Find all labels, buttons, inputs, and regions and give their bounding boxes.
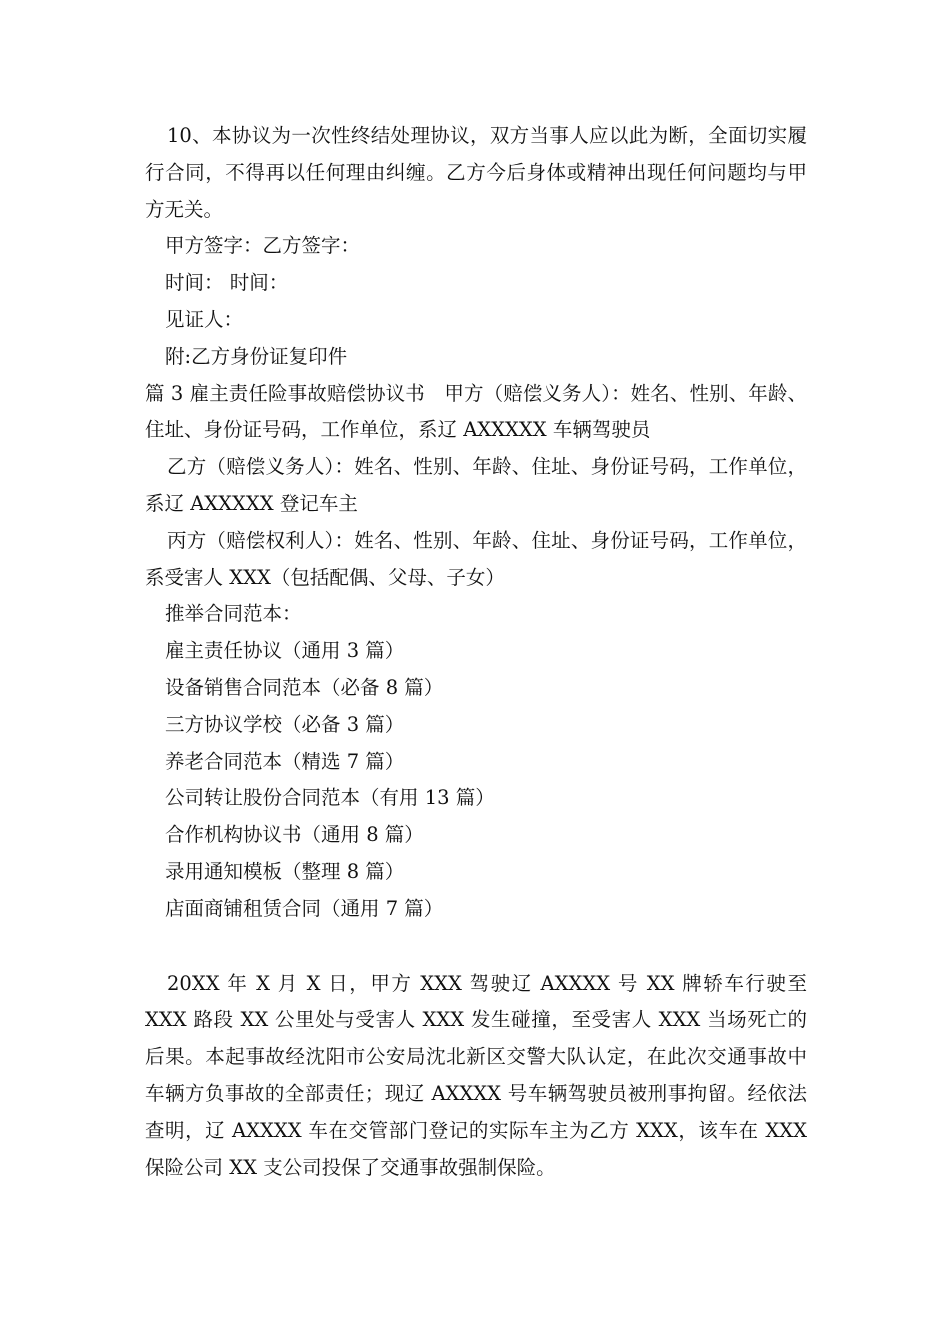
time-line: 时间： 时间：	[165, 271, 289, 295]
agreement-heading-party-a: 篇 3 雇主责任险事故赔偿协议书 甲方（赔偿义务人）：姓名、性别、年龄、住址、身份证号码，工作单位，系辽 AXXXXX 车辆驾驶员	[145, 381, 807, 442]
recommended-item[interactable]: 录用通知模板（整理 8 篇）	[165, 859, 405, 883]
witness-line: 见证人：	[165, 307, 244, 331]
recommended-item[interactable]: 三方协议学校（必备 3 篇）	[165, 712, 405, 736]
party-c-paragraph: 丙方（赔偿权利人）：姓名、性别、年龄、住址、身份证号码，工作单位，系受害人 XXX（包括配偶、父母、子女）	[145, 528, 807, 589]
accident-paragraph: 20XX 年 X 月 X 日，甲方 XXX 驾驶辽 AXXXX 号 XX 牌轿车行驶至 XXX 路段 XX 公里处与受害人 XXX 发生碰撞，至受害人 XXX 当场死亡的后果。本起事故经沈阳市公安局沈北新区交警大队认定，在此次交通事故中车辆方负事故的全部责任；现辽 AXXXX 号车辆驾驶员被刑事拘留。经依法查明，辽 AXXXX 车在交管部门登记的实际车主为乙方 XXX，该车在 XXX 保险公司 XX 支公司投保了交通事故强制保险。	[145, 971, 807, 1179]
recommended-item[interactable]: 设备销售合同范本（必备 8 篇）	[165, 675, 444, 699]
attachment-line: 附:乙方身份证复印件	[165, 344, 348, 368]
recommended-item[interactable]: 养老合同范本（精选 7 篇）	[165, 749, 405, 773]
recommended-item[interactable]: 雇主责任协议（通用 3 篇）	[165, 639, 405, 663]
recommended-item[interactable]: 合作机构协议书（通用 8 篇）	[165, 823, 424, 847]
recommended-item[interactable]: 公司转让股份合同范本（有用 13 篇）	[165, 786, 495, 810]
signature-line: 甲方签字：乙方签字：	[165, 234, 361, 258]
recommended-title: 推举合同范本：	[165, 602, 302, 626]
clause-10-paragraph: 10、本协议为一次性终结处理协议，双方当事人应以此为断，全面切实履行合同，不得再以任何理由纠缠。乙方今后身体或精神出现任何问题均与甲方无关。	[145, 124, 807, 221]
paragraph-spacer	[145, 928, 807, 966]
party-b-paragraph: 乙方（赔偿义务人）：姓名、性别、年龄、住址、身份证号码，工作单位，系辽 AXXXXX 登记车主	[145, 455, 807, 515]
document-page	[145, 118, 807, 1186]
recommended-item[interactable]: 店面商铺租赁合同（通用 7 篇）	[165, 896, 444, 920]
